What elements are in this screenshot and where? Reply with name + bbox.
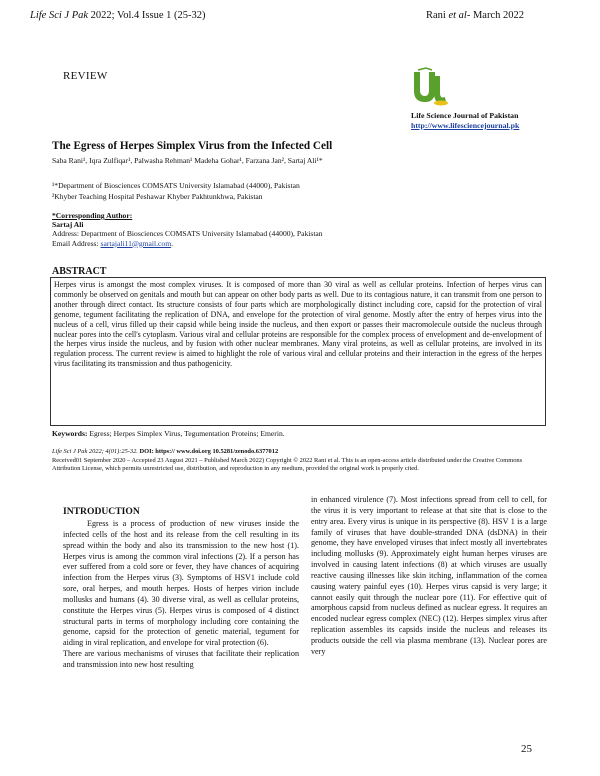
page-number: 25	[521, 743, 532, 755]
citation-block	[52, 448, 546, 474]
article-title: The Egress of Herpes Simplex Virus from the Infected Cell	[52, 140, 333, 152]
header-date: - March 2022	[466, 10, 524, 21]
affiliation-1: ¹*Department of Biosciences COMSATS University Islamabad (44000), Pakistan	[52, 181, 300, 190]
journal-url-link[interactable]: http://www.lifesciencejournal.pk	[411, 121, 520, 130]
author-list: Saba Rani¹, Iqra Zulfiqar¹, Palwasha Rehman¹ Madeha Gohar¹, Farzana Jan², Sartaj Ali¹*	[52, 156, 323, 165]
keywords-label: Keywords:	[52, 429, 88, 438]
corresponding-email-line	[52, 239, 323, 248]
header-journal: Life Sci J Pak	[30, 10, 89, 21]
email-end: .	[171, 238, 174, 248]
corresponding-heading: *Corresponding Author:	[52, 211, 133, 220]
citation-license: Received01 September 2020 – Accepted 23 August 2021 – Published March 2022) Copyright © 2022 Rani et al. This is an open-access article distributed under the Creative Commons Attribution License, which permits unrestricted use, distribution, and reproduction in any medium, provided the original work is properly cited.	[52, 456, 523, 472]
paragraph: in enhanced virulence (7). Most infections spread from cell to cell, for the virus it is very important to release at that site that is close to the entry area. Every virus is unique in its perspective (8). HSV 1 is a large family of viruses that have double-stranded DNA (dsDNA) in their genome, they have enveloped viruses that infect mostly all invertebrates including mollusks (9). Approximately eight human herpes viruses are involved in causing latent infections (8) at which viruses are usually reactive causing illnesses like skin itching, inflammation of the cornea causing watery painful eyes (10). Herpes virus capsid is very large; it cannot easily quit through the nuclear pore (11). For effective quit of amorphous capsid from nucleus defined as nuclear egress. It requires an encoded nuclear egress complex (NEC) (12). Herpes simplex virus after replication assembles its capsids inside the nucleus and releases its products outside the cell via plasma membrane (13). Nuclear pores are very	[311, 495, 547, 656]
body-column-left	[63, 519, 299, 671]
affiliations	[52, 180, 300, 202]
citation-ref: Life Sci J Pak 2022; 4(01):25-32.	[52, 448, 140, 455]
keywords-text: Egress; Herpes Simplex Virus, Tegumentation Proteins; Emerin.	[87, 429, 285, 438]
running-header-left	[30, 10, 205, 21]
journal-info	[411, 111, 519, 131]
corresponding-address: Address: Department of Biosciences COMSATS University Islamabad (44000), Pakistan	[52, 229, 323, 239]
journal-name: Life Science Journal of Pakistan	[411, 111, 519, 120]
abstract-heading: ABSTRACT	[52, 266, 107, 277]
paragraph: There are various mechanisms of viruses that facilitate their replication and transmission into new host resulting	[63, 649, 299, 669]
keywords	[52, 429, 285, 438]
paragraph: Egress is a process of production of new viruses inside the infected cells of the host and its release from the cell resulting in its spread within the body and also its transmission to the new host (1). Herpes virus is among the common viral infections (2). If a person has ever suffered from a cold sore or fever, they have chances of acquiring infection from the Herpes virus (3). Symptoms of HSV1 include cold sore, oral herpes, and mouth herpes. Hosts of herpes virion include mollusks and humans (4). 30 diverse viral, as well as cellular proteins, constitute the Herpes virus (5). Herpes virus is composed of 4 distinct structural parts in terms of morphology including core containing the genome, capsid for the protection of genetic material, tegument for aiding in viral replication, and envelope for viral protection (6).	[63, 519, 299, 648]
header-etal: et al	[448, 10, 467, 21]
introduction-heading: INTRODUCTION	[63, 506, 140, 517]
affiliation-2: ²Khyber Teaching Hospital Peshawar Khyber Pakhtunkhwa, Pakistan	[52, 192, 263, 201]
email-link[interactable]: sartajali11@gmail.com	[100, 238, 172, 248]
header-volume: 2022; Vol.4 Issue 1 (25-32)	[88, 10, 206, 21]
citation-doi-line	[52, 448, 546, 457]
citation-doi: DOI: https:// www.doi.org 10.5281/zenodo.6377012	[139, 448, 279, 455]
corresponding-author	[52, 211, 323, 248]
corresponding-name: Sartaj Ali	[52, 220, 84, 230]
journal-logo-icon	[410, 66, 450, 106]
email-label: Email Address:	[52, 238, 101, 248]
running-header-right	[426, 10, 524, 21]
abstract-box	[50, 277, 546, 426]
section-label: REVIEW	[63, 70, 108, 82]
header-author: Rani	[426, 10, 449, 21]
abstract-text: Herpes virus is amongst the most complex viruses. It is composed of more than 30 viral as well as cellular proteins. Infection of herpes virus can commonly be observed on genitals and mouth but can appear on other body parts as well. Due to its contagious nature, it can transmit from one person to another through direct contact. Its structure consists of four parts which are morphologically distinct including core, capsid for the protection of viral genome, tegument facilitating the replication of DNA, and envelope for the protection of viral genome. Mostly after the entry of herpes virus into the nucleus of a cell, virus filled up their capsid while being inside the nucleus, and then export or passes their macromolecule outside the nucleus through nuclear pores into the cell's cytoplasm. Various viral and cellular proteins are responsible for the complex process of envelopment and de-envelopment of the herpes virus inside the nucleus, and by fusion with other nuclear membranes. Many viral proteins, as well as cellular proteins, are involved in its regulation process. The current review is aimed to highlight the role of various viral and cellular proteins and their interaction in the egress of the herpes virus facilitating its transmission and thus pathogenicity.	[54, 280, 542, 369]
body-column-right	[311, 495, 547, 658]
